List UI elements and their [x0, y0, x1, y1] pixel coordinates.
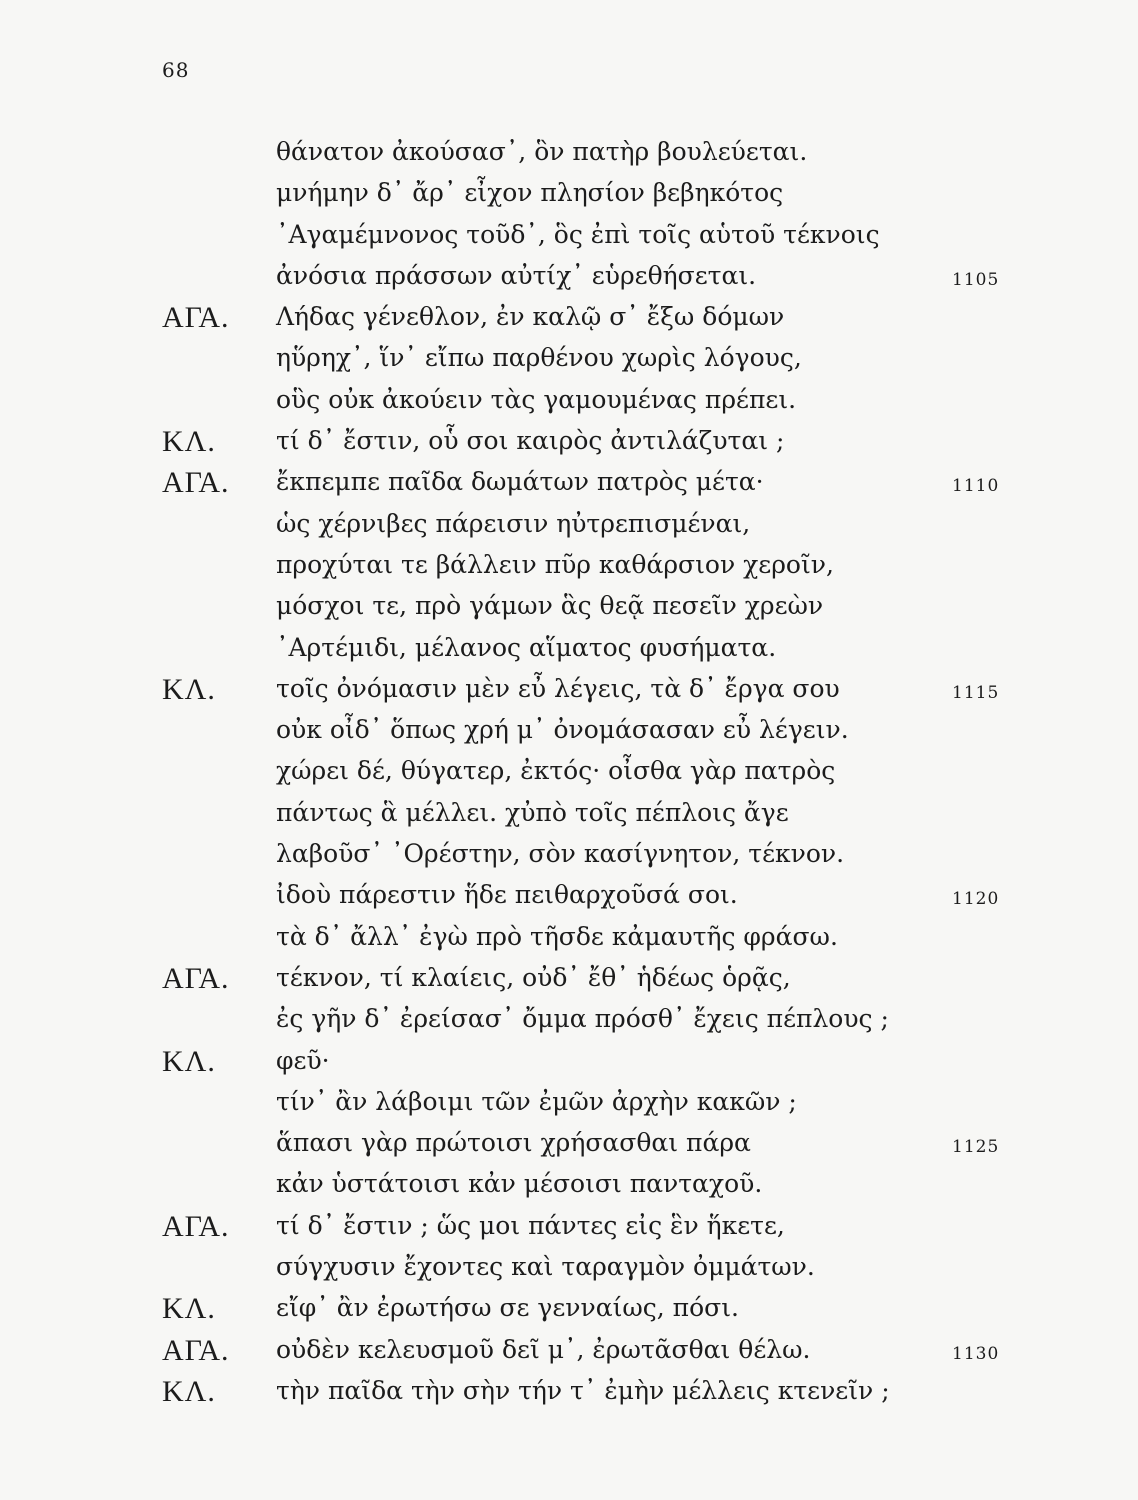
verse-line	[0, 1166, 1138, 1207]
verse-text: ᾽Αρτέμιδι, μέλανος αἵματος φυσήματα.	[276, 632, 777, 662]
verse-line	[0, 753, 1138, 794]
verse-line	[0, 588, 1138, 629]
verse-text: πάντως ἃ μέλλει. χὐπὸ τοῖς πέπλοις ἄγε	[276, 797, 789, 827]
verse-line	[0, 1001, 1138, 1042]
verse-line	[0, 960, 1138, 1001]
verse-line	[0, 795, 1138, 836]
verse-text: ἐς γῆν δ᾽ ἐρείσασ᾽ ὄμμα πρόσθ᾽ ἔχεις πέπλους ;	[276, 1004, 889, 1034]
verse-text: ἀνόσια πράσσων αὐτίχ᾽ εὑρεθήσεται.	[276, 260, 757, 290]
verse-line	[0, 1373, 1138, 1414]
verse-line	[0, 382, 1138, 423]
verse-line	[0, 175, 1138, 216]
verse-text: λαβοῦσ᾽ ᾽Ορέστην, σὸν κασίγνητον, τέκνον.	[276, 839, 845, 869]
verse-text: τέκνον, τί κλαίεις, οὐδ᾽ ἔθ᾽ ἡδέως ὁρᾷς,	[276, 962, 791, 992]
verse-line	[0, 299, 1138, 340]
verse-text: τί δ᾽ ἔστιν ; ὥς μοι πάντες εἰς ἓν ἥκετε,	[276, 1210, 785, 1240]
verse-line	[0, 1084, 1138, 1125]
verse-line	[0, 547, 1138, 588]
verse-line	[0, 340, 1138, 381]
verse-text: χώρει δέ, θύγατερ, ἐκτός· οἶσθα γὰρ πατρὸς	[276, 756, 836, 786]
verse-text: θάνατον ἀκούσασ᾽, ὃν πατὴρ βουλεύεται.	[276, 137, 808, 166]
speaker-label: ΚΛ.	[162, 1374, 216, 1408]
verse-text: ηὕρηχ᾽, ἵν᾽ εἴπω παρθένου χωρὶς λόγους,	[276, 343, 802, 373]
verse-line	[0, 464, 1138, 505]
verse-text: μόσχοι τε, πρὸ γάμων ἃς θεᾷ πεσεῖν χρεὼν	[276, 591, 824, 621]
verse-line	[0, 877, 1138, 918]
line-number: 1115	[952, 682, 1000, 703]
verse-text: ἅπασι γὰρ πρώτοισι χρήσασθαι πάρα	[276, 1128, 751, 1158]
verse-line	[0, 423, 1138, 464]
verse-text: ὡς χέρνιβες πάρεισιν ηὐτρεπισμέναι,	[276, 508, 751, 538]
speaker-label: ΑΓΑ.	[162, 1209, 230, 1243]
verse-line	[0, 217, 1138, 258]
verse-text: Λήδας γένεθλον, ἐν καλῷ σ᾽ ἔξω δόμων	[276, 302, 785, 332]
verse-line	[0, 1332, 1138, 1373]
verse-text: οὐκ οἶδ᾽ ὅπως χρή μ᾽ ὀνομάσασαν εὖ λέγειν.	[276, 715, 849, 745]
verse-line	[0, 1208, 1138, 1249]
verse-block	[0, 134, 1138, 1414]
verse-text: τὰ δ᾽ ἄλλ᾽ ἐγὼ πρὸ τῆσδε κἀμαυτῆς φράσω.	[276, 921, 838, 951]
speaker-label: ΑΓΑ.	[162, 301, 230, 335]
verse-text: οὐδὲν κελευσμοῦ δεῖ μ᾽, ἐρωτᾶσθαι θέλω.	[276, 1334, 811, 1364]
verse-text: ἰδοὺ πάρεστιν ἥδε πειθαρχοῦσά σοι.	[276, 880, 738, 910]
verse-text: κἀν ὑστάτοισι κἀν μέσοισι πανταχοῦ.	[276, 1169, 763, 1199]
verse-text: τοῖς ὀνόμασιν μὲν εὖ λέγεις, τὰ δ᾽ ἔργα σου	[276, 673, 840, 703]
verse-line	[0, 258, 1138, 299]
verse-text: μνήμην δ᾽ ἄρ᾽ εἶχον πλησίον βεβηκότος	[276, 178, 784, 208]
verse-line	[0, 836, 1138, 877]
speaker-label: ΚΛ.	[162, 425, 216, 459]
verse-line	[0, 671, 1138, 712]
verse-text: εἴφ᾽ ἂν ἐρωτήσω σε γενναίως, πόσι.	[276, 1293, 739, 1323]
verse-line	[0, 134, 1138, 175]
line-number: 1120	[952, 889, 1000, 910]
speaker-label: ΑΓΑ.	[162, 961, 230, 995]
verse-text: ἔκπεμπε παῖδα δωμάτων πατρὸς μέτα·	[276, 467, 764, 497]
speaker-label: ΚΛ.	[162, 1292, 216, 1326]
verse-line	[0, 1249, 1138, 1290]
verse-line	[0, 1043, 1138, 1084]
line-number: 1125	[952, 1137, 1000, 1158]
speaker-label: ΑΓΑ.	[162, 466, 230, 500]
verse-text: φεῦ·	[276, 1045, 330, 1075]
verse-text: ᾽Αγαμέμνονος τοῦδ᾽, ὃς ἐπὶ τοῖς αὑτοῦ τέκνοις	[276, 219, 880, 249]
page-number: 68	[162, 58, 190, 82]
speaker-label: ΑΓΑ.	[162, 1333, 230, 1367]
line-number: 1110	[952, 476, 1000, 497]
verse-line	[0, 1125, 1138, 1166]
verse-text: οὓς οὐκ ἀκούειν τὰς γαμουμένας πρέπει.	[276, 384, 797, 414]
line-number: 1130	[952, 1343, 1000, 1364]
verse-text: προχύται τε βάλλειν πῦρ καθάρσιον χεροῖν,	[276, 549, 834, 579]
verse-text: τίν᾽ ἂν λάβοιμι τῶν ἐμῶν ἀρχὴν κακῶν ;	[276, 1086, 797, 1116]
speaker-label: ΚΛ.	[162, 1044, 216, 1078]
speaker-label: ΚΛ.	[162, 672, 216, 706]
line-number: 1105	[952, 269, 1000, 290]
verse-text: τί δ᾽ ἔστιν, οὗ σοι καιρὸς ἀντιλάζυται ;	[276, 426, 785, 456]
verse-text: σύγχυσιν ἔχοντες καὶ ταραγμὸν ὀμμάτων.	[276, 1252, 815, 1282]
verse-line	[0, 1290, 1138, 1331]
verse-line	[0, 712, 1138, 753]
verse-line	[0, 506, 1138, 547]
verse-text: τὴν παῖδα τὴν σὴν τήν τ᾽ ἐμὴν μέλλεις κτενεῖν ;	[276, 1375, 890, 1405]
verse-line	[0, 919, 1138, 960]
verse-line	[0, 630, 1138, 671]
